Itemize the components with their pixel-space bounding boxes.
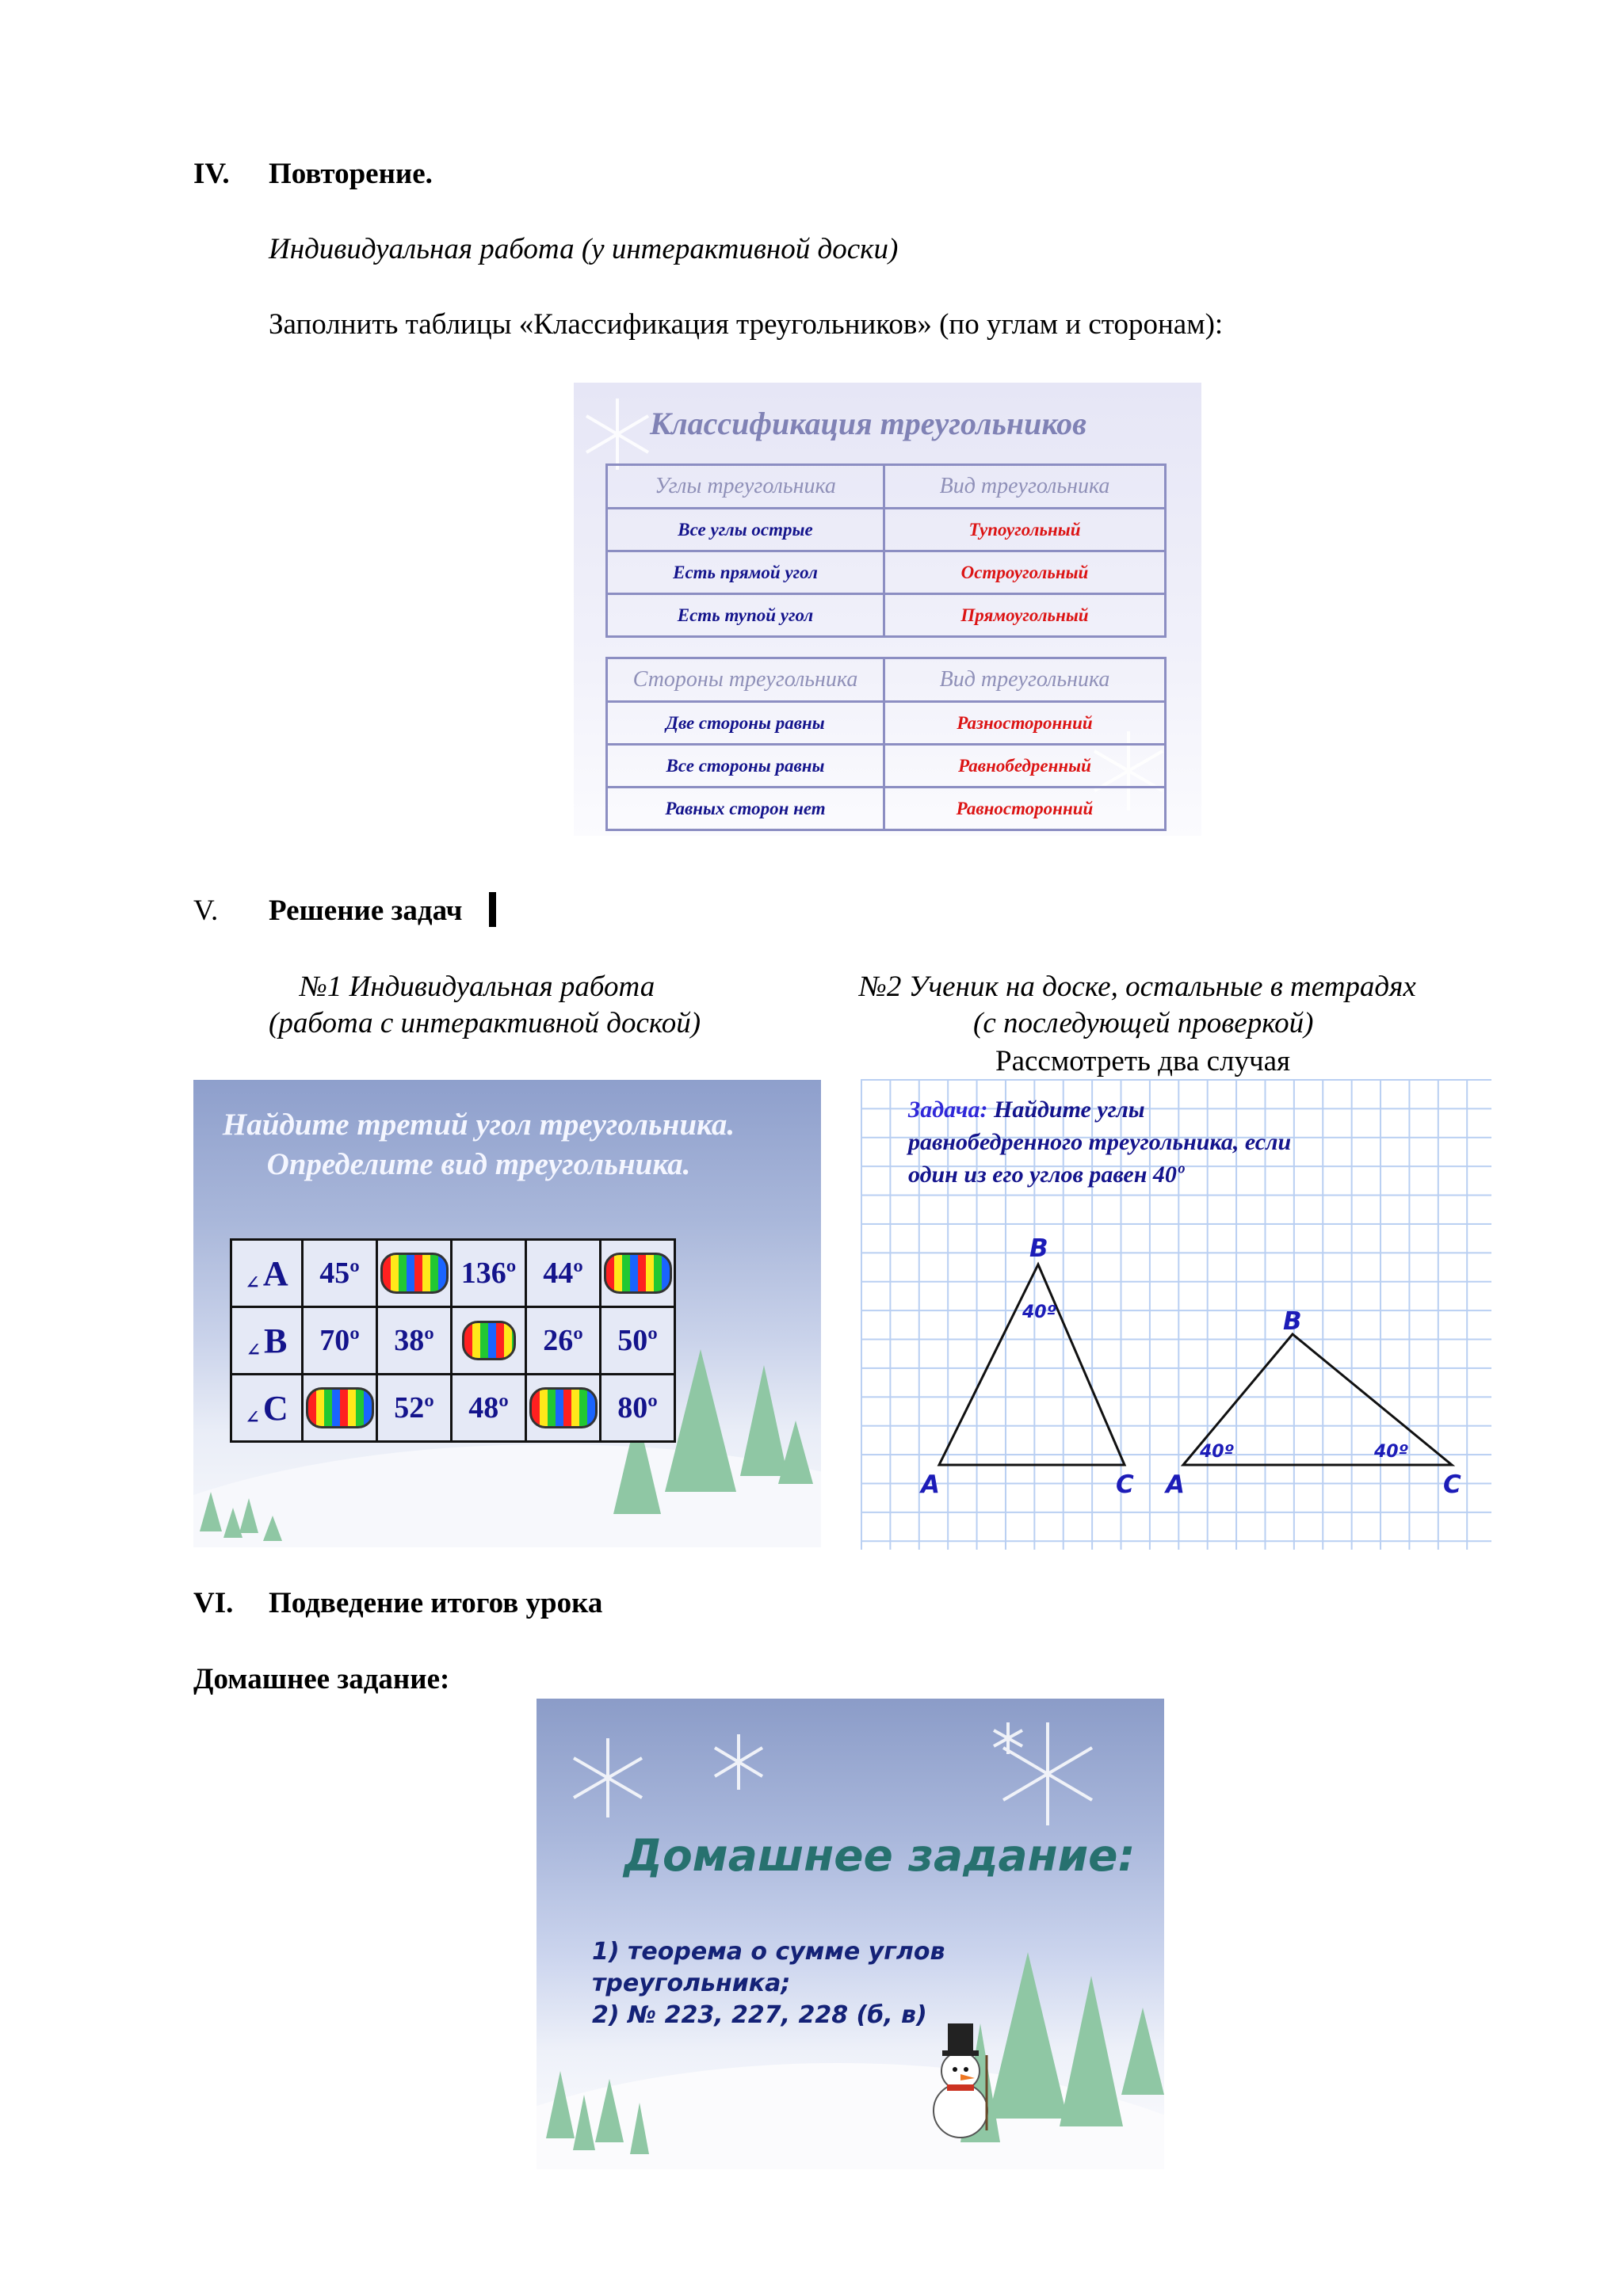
angles-table: [605, 463, 1167, 638]
sides-cell[interactable]: Все стороны равны: [607, 745, 884, 788]
section-title: Подведение итогов урока: [269, 1587, 603, 1619]
angle-value: 48º: [452, 1375, 526, 1442]
hidden-answer[interactable]: [601, 1240, 675, 1307]
row-label: ∠A: [231, 1240, 303, 1307]
row-c: [231, 1375, 675, 1442]
slide-title: Классификация треугольников: [650, 406, 1086, 441]
angles-grid: [230, 1238, 676, 1443]
angles-cell[interactable]: Все углы острые: [607, 509, 884, 551]
section-number: IV.: [193, 158, 230, 190]
homework-label: Домашнее задание:: [193, 1663, 450, 1695]
type-cell[interactable]: Тупоугольный: [884, 509, 1166, 551]
homework-line3: 2) № 223, 227, 228 (б, в): [592, 2001, 927, 2029]
triangles-slide: [861, 1079, 1491, 1550]
hidden-answer[interactable]: [526, 1375, 601, 1442]
angle-value: 52º: [377, 1375, 452, 1442]
task2-line1: №2 Ученик на доске, остальные в тетрадях: [859, 971, 1416, 1003]
sides-col-header: Стороны треугольника: [607, 658, 884, 702]
triangle-1: [939, 1264, 1125, 1465]
triangle2-vertex-b: B: [1283, 1307, 1302, 1336]
section-title: Повторение.: [269, 158, 433, 190]
task1-line2: (работа с интерактивной доской): [269, 1007, 701, 1039]
task1-line1: №1 Индивидуальная работа: [300, 971, 655, 1003]
type-col-header: Вид треугольника: [884, 465, 1166, 509]
angle-value: 50º: [601, 1307, 675, 1375]
angle-value: 26º: [526, 1307, 601, 1375]
triangle1-vertex-b: B: [1029, 1234, 1048, 1263]
angle-value: 80º: [601, 1375, 675, 1442]
angle-icon: ∠: [245, 1272, 260, 1292]
angle-value: 70º: [303, 1307, 377, 1375]
angle-icon: ∠: [246, 1339, 262, 1360]
angles-cell[interactable]: Есть прямой угол: [607, 551, 884, 594]
answer-cover-icon[interactable]: [604, 1253, 672, 1294]
type-cell[interactable]: Равнобедренный: [884, 745, 1166, 788]
task2-line3: Рассмотреть два случая: [995, 1045, 1291, 1077]
triangle2-vertex-c: C: [1443, 1470, 1461, 1499]
section-title: Решение задач: [269, 894, 463, 927]
row-a: [231, 1240, 675, 1307]
triangle1-vertex-a: A: [921, 1470, 940, 1499]
angle-value: 136º: [452, 1240, 526, 1307]
sides-cell[interactable]: Равных сторон нет: [607, 788, 884, 830]
angle-icon: ∠: [245, 1406, 260, 1427]
homework-slide: [537, 1699, 1164, 2169]
text-cursor: [489, 892, 496, 927]
homework-line2: треугольника;: [592, 1970, 791, 1997]
answer-cover-icon[interactable]: [529, 1387, 598, 1428]
sides-cell[interactable]: Две стороны равны: [607, 702, 884, 745]
slide-title-line1: Найдите третий угол треугольника.: [222, 1108, 735, 1142]
section-iv-instruction: Заполнить таблицы «Классификация треугольников» (по углам и сторонам):: [269, 308, 1224, 341]
answer-cover-icon[interactable]: [462, 1321, 516, 1360]
answer-cover-icon[interactable]: [380, 1253, 449, 1294]
row-b: [231, 1307, 675, 1375]
section-number: VI.: [193, 1587, 234, 1619]
slide-title-line2: Определите вид треугольника.: [266, 1147, 691, 1181]
section-iv-subtitle: Индивидуальная работа (у интерактивной доски): [269, 233, 899, 265]
angles-slide: [193, 1080, 821, 1547]
hidden-answer[interactable]: [452, 1307, 526, 1375]
row-label: ∠B: [231, 1307, 303, 1375]
homework-line1: 1) теорема о сумме углов: [592, 1938, 945, 1966]
type-cell[interactable]: Прямоугольный: [884, 594, 1166, 637]
triangle2-vertex-a: A: [1166, 1470, 1185, 1499]
triangle2-angle-a: 40º: [1200, 1442, 1235, 1462]
slide-title: Домашнее задание:: [624, 1830, 1136, 1881]
sides-table: [605, 657, 1167, 831]
task2-line2: (с последующей проверкой): [973, 1007, 1314, 1039]
section-number: V.: [193, 894, 219, 927]
hidden-answer[interactable]: [303, 1375, 377, 1442]
winter-landscape: [537, 1699, 1164, 2169]
triangle2-angle-c: 40º: [1374, 1442, 1409, 1462]
type-cell[interactable]: Остроугольный: [884, 551, 1166, 594]
row-label: ∠C: [231, 1375, 303, 1442]
angle-value: 44º: [526, 1240, 601, 1307]
type-cell[interactable]: Равносторонний: [884, 788, 1166, 830]
hidden-answer[interactable]: [377, 1240, 452, 1307]
task-label: Задача:: [908, 1097, 988, 1123]
angles-cell[interactable]: Есть тупой угол: [607, 594, 884, 637]
triangle1-angle-b: 40º: [1022, 1302, 1057, 1322]
type-col-header: Вид треугольника: [884, 658, 1166, 702]
angle-value: 38º: [377, 1307, 452, 1375]
angles-col-header: Углы треугольника: [607, 465, 884, 509]
type-cell[interactable]: Разносторонний: [884, 702, 1166, 745]
triangle1-vertex-c: C: [1116, 1470, 1134, 1499]
classification-slide: [574, 383, 1201, 836]
task-text: Задача: Найдите углы равнобедренного треугольника, если один из его углов равен 40º: [908, 1097, 1292, 1188]
answer-cover-icon[interactable]: [306, 1387, 374, 1428]
angle-value: 45º: [303, 1240, 377, 1307]
